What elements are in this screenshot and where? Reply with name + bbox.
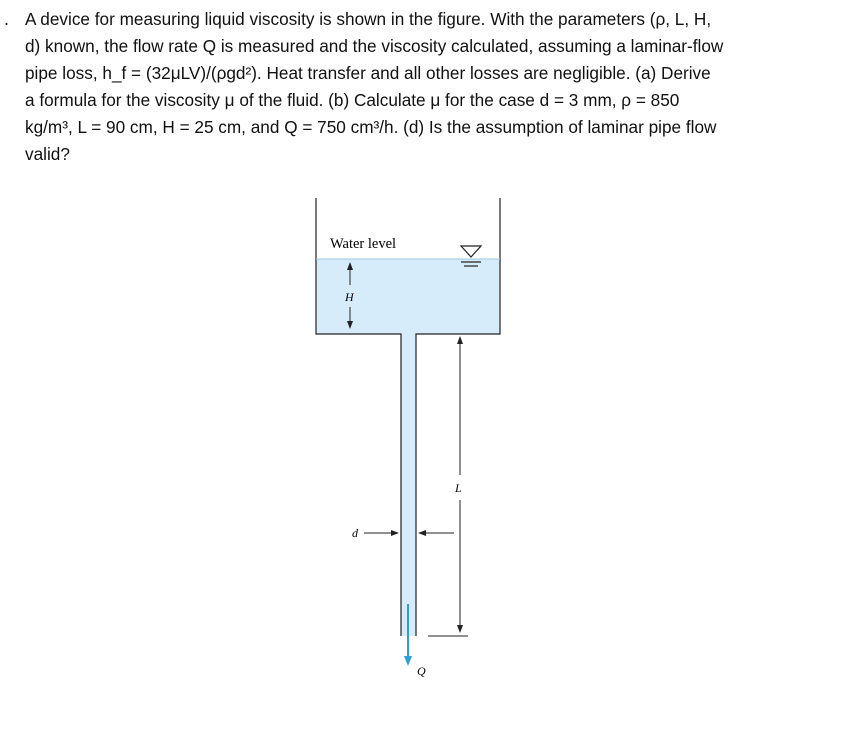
problem-bullet: . bbox=[4, 9, 10, 29]
l-label: L bbox=[455, 481, 462, 495]
pipe-water bbox=[401, 334, 416, 636]
d-label: d bbox=[352, 526, 358, 540]
problem-line-6: valid? bbox=[25, 144, 70, 164]
problem-line-2: d) known, the flow rate Q is measured and the viscosity calculated, assuming a laminar-flow bbox=[25, 36, 724, 56]
water-level-label: Water level bbox=[330, 236, 397, 252]
problem-line-1: A device for measuring liquid viscosity is shown in the figure. With the parameters (ρ, L, H, bbox=[25, 9, 712, 29]
tank-water bbox=[316, 259, 500, 334]
problem-line-4: a formula for the viscosity μ of the fluid. (b) Calculate μ for the case d = 3 mm, ρ = 850 bbox=[25, 90, 680, 110]
q-label: Q bbox=[417, 664, 426, 678]
problem-line-3: pipe loss, h_f = (32μLV)/(ρgd²). Heat transfer and all other losses are negligible. (a) Derive bbox=[25, 63, 711, 83]
h-label: H bbox=[345, 290, 354, 304]
problem-line-5: kg/m³, L = 90 cm, H = 25 cm, and Q = 750 cm³/h. (d) Is the assumption of laminar pipe flow bbox=[25, 117, 717, 137]
